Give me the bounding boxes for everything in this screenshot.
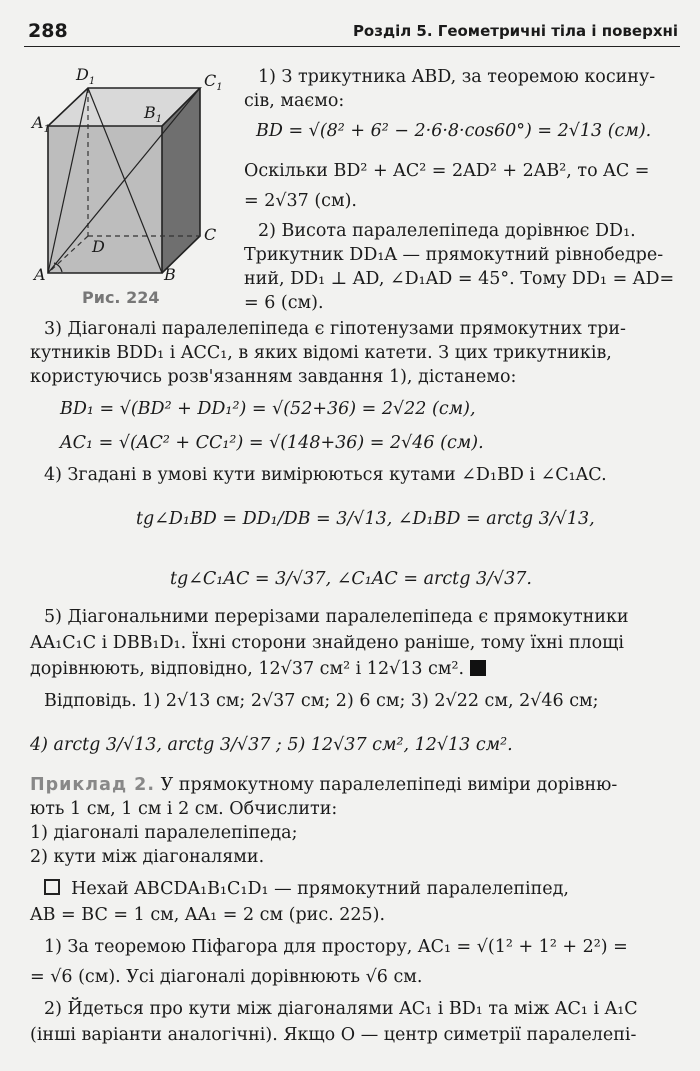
header-rule — [24, 46, 680, 47]
label-d1: $D_1$ — [76, 65, 96, 87]
text-line: AA₁C₁C і DBB₁D₁. Їхні сторони знайдено раніше, тому їхні площі — [30, 633, 625, 653]
label-b1: $B_1$ — [144, 103, 163, 125]
label-a: A — [34, 265, 46, 284]
text-line: 5) Діагональними перерізами паралелепіпеда є прямокутники — [44, 607, 629, 627]
formula-ac1: AC₁ = √(AC² + CC₁²) = √(148+36) = 2√46 (см). — [60, 433, 484, 453]
answer-line-2: 4) arctg 3/√13, arctg 3/√37 ; 5) 12√37 см², 12√13 см². — [30, 735, 513, 755]
text-line: дорівнюють, відповідно, 12√37 см² і 12√13 см². — [30, 658, 486, 680]
label-b: B — [164, 265, 176, 284]
example-heading: Приклад 2. У прямокутному паралелепіпеді виміри дорівню- — [30, 775, 618, 795]
example-label: Приклад 2. — [30, 775, 155, 795]
text-line: = 2√37 (см). — [244, 191, 357, 211]
text-line: Нехай ABCDA₁B₁C₁D₁ — прямокутний паралелепіпед, — [44, 878, 569, 900]
solution-start-mark — [44, 879, 60, 895]
text-line: = √6 (см). Усі діагоналі дорівнюють √6 см. — [30, 967, 423, 987]
text-line: 1) діагоналі паралелепіпеда; — [30, 823, 298, 843]
text-line: ють 1 см, 1 см і 2 см. Обчислити: — [30, 799, 338, 819]
text-line: Оскільки BD² + AC² = 2AD² + 2AB², то AC = — [244, 161, 650, 181]
text-line: 2) кути між діагоналями. — [30, 847, 265, 867]
figure-caption: Рис. 224 — [82, 288, 160, 307]
formula-bd: BD = √(8² + 6² − 2·6·8·cos60°) = 2√13 (см). — [256, 121, 652, 141]
text-line: 2) Висота паралелепіпеда дорівнює DD₁. — [258, 221, 636, 241]
text-line: ний, DD₁ ⊥ AD, ∠D₁AD = 45°. Тому DD₁ = AD= — [244, 269, 675, 289]
label-c1: $C_1$ — [204, 71, 223, 93]
label-a1: $A_1$ — [32, 113, 50, 135]
text-line: 4) Згадані в умові кути вимірюються кутами ∠D₁BD і ∠C₁AC. — [44, 465, 607, 485]
front-face — [48, 126, 162, 273]
answer-line: Відповідь. 1) 2√13 см; 2√37 см; 2) 6 см; 3) 2√22 см, 2√46 см; — [44, 691, 599, 711]
text-line: сів, маємо: — [244, 91, 345, 111]
text-line: користуючись розв'язанням завдання 1), дістанемо: — [30, 367, 517, 387]
label-c: C — [204, 225, 217, 244]
parallelepiped-figure — [30, 58, 230, 308]
section-title: Розділ 5. Геометричні тіла і поверхні — [352, 22, 678, 40]
text-line: (інші варіанти аналогічні). Якщо O — центр симетрії паралелепі- — [30, 1025, 637, 1045]
text-line: кутників BDD₁ і ACC₁, в яких відомі катети. З цих трикутників, — [30, 343, 612, 363]
text-line: Трикутник DD₁A — прямокутний рівнобедре- — [244, 245, 664, 265]
formula-tg-c1ac: tg∠C₁AC = 3/√37, ∠C₁AC = arctg 3/√37. — [170, 569, 532, 589]
text-line: 1) За теоремою Піфагора для простору, AC₁ = √(1² + 1² + 2²) = — [44, 937, 628, 957]
page-number: 288 — [28, 20, 68, 42]
formula-tg-d1bd: tg∠D₁BD = DD₁/DB = 3/√13, ∠D₁BD = arctg 3/√13, — [136, 509, 595, 529]
text-line: 2) Йдеться про кути між діагоналями AC₁ і BD₁ та між AC₁ і A₁C — [44, 999, 638, 1019]
end-of-proof-mark — [470, 660, 486, 676]
text-line: 3) Діагоналі паралелепіпеда є гіпотенузами прямокутних три- — [44, 319, 626, 339]
formula-bd1: BD₁ = √(BD² + DD₁²) = √(52+36) = 2√22 (см), — [60, 399, 476, 419]
label-d: D — [92, 237, 105, 256]
text-line: 1) З трикутника ABD, за теоремою косину- — [258, 67, 656, 87]
text-line: AB = BC = 1 см, AA₁ = 2 см (рис. 225). — [30, 905, 386, 925]
text-line: = 6 (см). — [244, 293, 324, 313]
